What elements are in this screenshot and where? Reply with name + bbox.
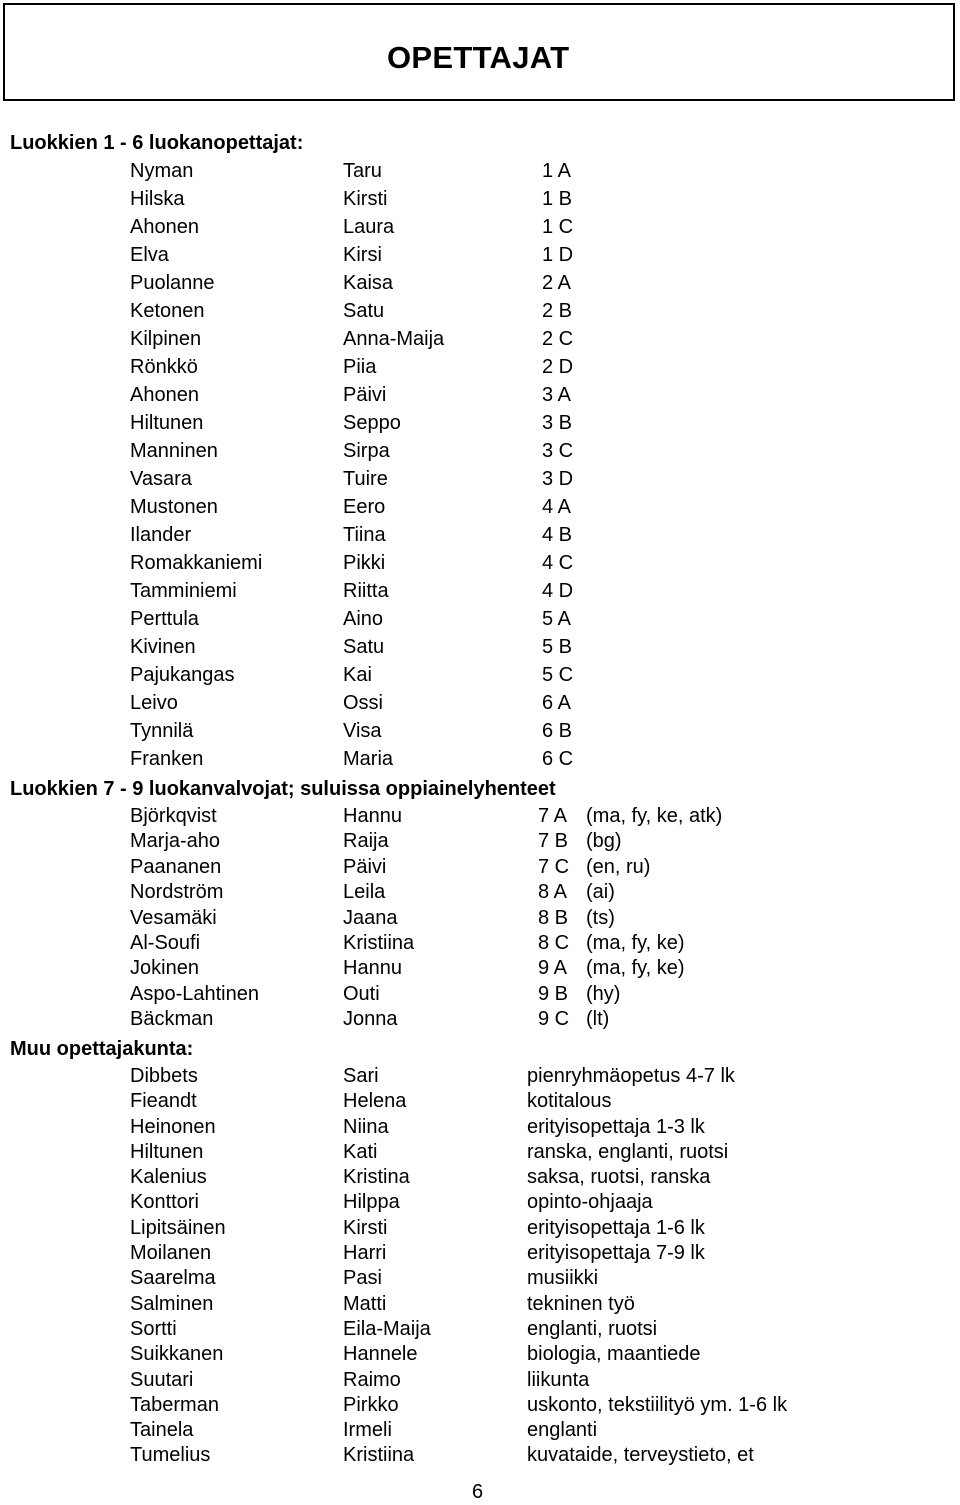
teacher-class: 3 B xyxy=(542,412,573,434)
teacher-class: 1 C xyxy=(542,216,574,238)
teacher-row xyxy=(0,356,960,384)
teacher-row xyxy=(0,1444,960,1469)
teacher-row xyxy=(0,608,960,636)
teacher-class: 4 A xyxy=(542,496,571,518)
teacher-surname: Heinonen xyxy=(130,1115,216,1138)
teacher-row xyxy=(0,1141,960,1166)
teacher-firstname: Pikki xyxy=(343,552,386,574)
teacher-firstname: Aino xyxy=(343,608,384,630)
teacher-row xyxy=(0,636,960,664)
teacher-role: uskonto, tekstiilityö ym. 1-6 lk xyxy=(527,1393,788,1416)
teacher-row xyxy=(0,957,960,982)
teacher-class: 2 A xyxy=(542,272,571,294)
teacher-class: 1 B xyxy=(542,188,573,210)
teacher-firstname: Raija xyxy=(343,830,389,853)
teacher-firstname: Tuire xyxy=(343,468,388,490)
teacher-firstname: Seppo xyxy=(343,412,401,434)
teacher-subjects: (hy) xyxy=(586,982,621,1005)
teacher-subjects: (ma, fy, ke) xyxy=(586,931,685,954)
teacher-surname: Saarelma xyxy=(130,1267,216,1290)
teacher-role: saksa, ruotsi, ranska xyxy=(527,1166,711,1189)
teacher-row xyxy=(0,412,960,440)
teacher-firstname: Kirsti xyxy=(343,1216,388,1239)
teacher-firstname: Leila xyxy=(343,881,386,904)
teacher-surname: Tainela xyxy=(130,1419,194,1442)
teacher-firstname: Hannu xyxy=(343,805,402,827)
teacher-surname: Lipitsäinen xyxy=(130,1216,226,1239)
teacher-row xyxy=(0,328,960,356)
teacher-subjects: (ai) xyxy=(586,881,615,904)
teacher-role: erityisopettaja 1-6 lk xyxy=(527,1216,705,1239)
teacher-role: pienryhmäopetus 4-7 lk xyxy=(527,1065,735,1087)
teacher-surname: Rönkkö xyxy=(130,356,198,378)
teacher-row xyxy=(0,664,960,692)
teacher-surname: Hiltunen xyxy=(130,1140,204,1163)
teacher-firstname: Tiina xyxy=(343,524,386,546)
teacher-row xyxy=(0,580,960,608)
teacher-surname: Paananen xyxy=(130,855,222,878)
teacher-row xyxy=(0,1369,960,1394)
teacher-surname: Aspo-Lahtinen xyxy=(130,982,259,1005)
teacher-class: 4 D xyxy=(542,580,574,602)
teacher-class: 2 C xyxy=(542,328,574,350)
teacher-subjects: (ma, fy, ke) xyxy=(586,957,685,980)
teacher-class: 2 B xyxy=(542,300,573,322)
teacher-role: erityisopettaja 7-9 lk xyxy=(527,1242,705,1265)
teacher-row xyxy=(0,524,960,552)
teacher-row xyxy=(0,468,960,496)
teacher-class: 6 C xyxy=(542,748,574,770)
teacher-surname: Elva xyxy=(130,244,169,266)
teacher-role: kotitalous xyxy=(527,1090,612,1113)
teacher-firstname: Päivi xyxy=(343,855,387,878)
teacher-row xyxy=(0,1217,960,1242)
teacher-firstname: Laura xyxy=(343,216,395,238)
teacher-role: englanti, ruotsi xyxy=(527,1317,658,1340)
teacher-surname: Suutari xyxy=(130,1368,194,1391)
teacher-row xyxy=(0,300,960,328)
teacher-row xyxy=(0,440,960,468)
teacher-firstname: Eila-Maija xyxy=(343,1317,431,1340)
teacher-firstname: Hilppa xyxy=(343,1191,400,1214)
teacher-row xyxy=(0,907,960,932)
teacher-class: 6 B xyxy=(542,720,573,742)
teacher-surname: Nyman xyxy=(130,160,194,182)
teacher-surname: Fieandt xyxy=(130,1090,197,1113)
teacher-surname: Ilander xyxy=(130,524,192,546)
teacher-surname: Kilpinen xyxy=(130,328,202,350)
teacher-firstname: Pirkko xyxy=(343,1393,399,1416)
teacher-subjects: (bg) xyxy=(586,830,622,853)
teacher-role: liikunta xyxy=(527,1368,590,1391)
teacher-surname: Suikkanen xyxy=(130,1343,224,1366)
teacher-firstname: Kirsi xyxy=(343,244,382,266)
teacher-class: 9 A xyxy=(538,957,567,980)
other-staff-list xyxy=(0,1065,960,1470)
teacher-class: 5 B xyxy=(542,636,573,658)
teacher-row xyxy=(0,1419,960,1444)
teacher-surname: Vesamäki xyxy=(130,906,217,929)
teacher-surname: Salminen xyxy=(130,1292,214,1315)
teacher-firstname: Irmeli xyxy=(343,1419,392,1442)
teacher-row xyxy=(0,384,960,412)
teacher-row xyxy=(0,1318,960,1343)
teacher-row xyxy=(0,692,960,720)
teacher-role: musiikki xyxy=(527,1267,599,1290)
teacher-firstname: Raimo xyxy=(343,1368,401,1391)
teacher-firstname: Ossi xyxy=(343,692,383,714)
teacher-role: opinto-ohjaaja xyxy=(527,1191,653,1214)
teacher-surname: Kivinen xyxy=(130,636,196,658)
teacher-surname: Puolanne xyxy=(130,272,215,294)
teacher-class: 5 A xyxy=(542,608,571,630)
teacher-subjects: (ma, fy, ke, atk) xyxy=(586,805,723,827)
teacher-firstname: Kristiina xyxy=(343,1444,415,1467)
teacher-class: 4 C xyxy=(542,552,574,574)
teacher-row xyxy=(0,552,960,580)
teacher-firstname: Kaisa xyxy=(343,272,394,294)
teacher-firstname: Jonna xyxy=(343,1008,398,1031)
teacher-surname: Marja-aho xyxy=(130,830,221,853)
teacher-firstname: Eero xyxy=(343,496,386,518)
teacher-row xyxy=(0,1267,960,1292)
teacher-role: erityisopettaja 1-3 lk xyxy=(527,1115,705,1138)
teacher-surname: Manninen xyxy=(130,440,218,462)
page-title: OPETTAJAT xyxy=(387,40,570,75)
teacher-class: 1 A xyxy=(542,160,571,182)
teacher-class: 3 C xyxy=(542,440,574,462)
teacher-row xyxy=(0,805,960,830)
teacher-surname: Jokinen xyxy=(130,957,199,980)
teacher-firstname: Pasi xyxy=(343,1267,382,1290)
teacher-class: 8 C xyxy=(538,931,570,954)
teacher-firstname: Kristiina xyxy=(343,931,415,954)
teacher-class: 6 A xyxy=(542,692,571,714)
teacher-firstname: Matti xyxy=(343,1292,387,1315)
teacher-class: 4 B xyxy=(542,524,573,546)
teacher-firstname: Sari xyxy=(343,1065,379,1087)
teacher-surname: Konttori xyxy=(130,1191,199,1214)
teacher-role: ranska, englanti, ruotsi xyxy=(527,1140,729,1163)
teacher-surname: Mustonen xyxy=(130,496,218,518)
teacher-firstname: Sirpa xyxy=(343,440,390,462)
teacher-surname: Vasara xyxy=(130,468,192,490)
teacher-firstname: Harri xyxy=(343,1242,387,1265)
teacher-surname: Taberman xyxy=(130,1393,219,1416)
teacher-row xyxy=(0,1394,960,1419)
teacher-firstname: Riitta xyxy=(343,580,389,602)
teacher-firstname: Päivi xyxy=(343,384,387,406)
teacher-row xyxy=(0,1116,960,1141)
section-heading-grades-1-6: Luokkien 1 - 6 luokanopettajat: xyxy=(10,132,304,154)
teacher-firstname: Kai xyxy=(343,664,372,686)
page-number: 6 xyxy=(472,1481,484,1503)
teacher-firstname: Taru xyxy=(343,160,382,182)
teacher-class: 7 A xyxy=(538,805,567,827)
teacher-surname: Pajukangas xyxy=(130,664,235,686)
teacher-surname: Al-Soufi xyxy=(130,931,201,954)
class-teachers-list xyxy=(0,160,960,776)
teacher-surname: Moilanen xyxy=(130,1242,212,1265)
teacher-role: tekninen työ xyxy=(527,1292,635,1315)
teacher-row xyxy=(0,272,960,300)
teacher-role: kuvataide, terveystieto, et xyxy=(527,1444,754,1467)
teacher-firstname: Kristina xyxy=(343,1166,410,1189)
teacher-row xyxy=(0,244,960,272)
teacher-firstname: Jaana xyxy=(343,906,398,929)
teacher-class: 8 B xyxy=(538,906,569,929)
teacher-row xyxy=(0,932,960,957)
teacher-firstname: Helena xyxy=(343,1090,407,1113)
teacher-surname: Nordström xyxy=(130,881,224,904)
teacher-surname: Bäckman xyxy=(130,1008,214,1031)
teacher-firstname: Kati xyxy=(343,1140,378,1163)
teacher-surname: Leivo xyxy=(130,692,178,714)
teacher-row xyxy=(0,1293,960,1318)
teacher-row xyxy=(0,1242,960,1267)
teacher-surname: Tumelius xyxy=(130,1444,211,1467)
teacher-row xyxy=(0,496,960,524)
teacher-surname: Ketonen xyxy=(130,300,205,322)
teacher-class: 8 A xyxy=(538,881,567,904)
teacher-class: 1 D xyxy=(542,244,574,266)
teacher-class: 3 D xyxy=(542,468,574,490)
teacher-class: 7 C xyxy=(538,855,570,878)
teacher-surname: Sortti xyxy=(130,1317,177,1340)
teacher-class: 2 D xyxy=(542,356,574,378)
teacher-class: 7 B xyxy=(538,830,569,853)
teacher-firstname: Satu xyxy=(343,300,385,322)
teacher-row xyxy=(0,188,960,216)
teacher-firstname: Niina xyxy=(343,1115,389,1138)
teacher-firstname: Kirsti xyxy=(343,188,388,210)
teacher-row xyxy=(0,856,960,881)
teacher-firstname: Hannu xyxy=(343,957,402,980)
teacher-firstname: Maria xyxy=(343,748,394,770)
teacher-row xyxy=(0,1191,960,1216)
teacher-firstname: Outi xyxy=(343,982,380,1005)
teacher-row xyxy=(0,748,960,776)
teacher-surname: Björkqvist xyxy=(130,805,217,827)
teacher-subjects: (en, ru) xyxy=(586,855,651,878)
teacher-surname: Dibbets xyxy=(130,1065,198,1087)
teacher-firstname: Piia xyxy=(343,356,377,378)
teacher-surname: Perttula xyxy=(130,608,199,630)
teacher-role: englanti xyxy=(527,1419,598,1442)
teacher-firstname: Anna-Maija xyxy=(343,328,445,350)
section-heading-other-staff: Muu opettajakunta: xyxy=(10,1038,194,1060)
teacher-surname: Tamminiemi xyxy=(130,580,237,602)
teacher-surname: Romakkaniemi xyxy=(130,552,263,574)
teacher-surname: Kalenius xyxy=(130,1166,207,1189)
teacher-row xyxy=(0,1166,960,1191)
teacher-row xyxy=(0,983,960,1008)
teacher-class: 3 A xyxy=(542,384,571,406)
teacher-firstname: Visa xyxy=(343,720,382,742)
teacher-surname: Hilska xyxy=(130,188,185,210)
teacher-row xyxy=(0,216,960,244)
teacher-subjects: (ts) xyxy=(586,906,615,929)
teacher-row xyxy=(0,1090,960,1115)
teacher-row xyxy=(0,1065,960,1090)
teacher-row xyxy=(0,1343,960,1368)
teacher-firstname: Satu xyxy=(343,636,385,658)
teacher-row xyxy=(0,160,960,188)
teacher-surname: Ahonen xyxy=(130,216,199,238)
teacher-firstname: Hannele xyxy=(343,1343,418,1366)
teacher-surname: Ahonen xyxy=(130,384,199,406)
homeroom-teachers-list xyxy=(0,805,960,1034)
teacher-class: 5 C xyxy=(542,664,574,686)
teacher-subjects: (lt) xyxy=(586,1008,610,1031)
section-heading-grades-7-9: Luokkien 7 - 9 luokanvalvojat; suluissa oppiainelyhenteet xyxy=(10,778,556,800)
teacher-row xyxy=(0,1008,960,1033)
teacher-row xyxy=(0,830,960,855)
teacher-class: 9 B xyxy=(538,982,569,1005)
teacher-role: biologia, maantiede xyxy=(527,1343,701,1366)
teacher-surname: Hiltunen xyxy=(130,412,204,434)
teacher-surname: Tynnilä xyxy=(130,720,194,742)
teacher-surname: Franken xyxy=(130,748,204,770)
teacher-row xyxy=(0,881,960,906)
teacher-class: 9 C xyxy=(538,1008,570,1031)
teacher-row xyxy=(0,720,960,748)
